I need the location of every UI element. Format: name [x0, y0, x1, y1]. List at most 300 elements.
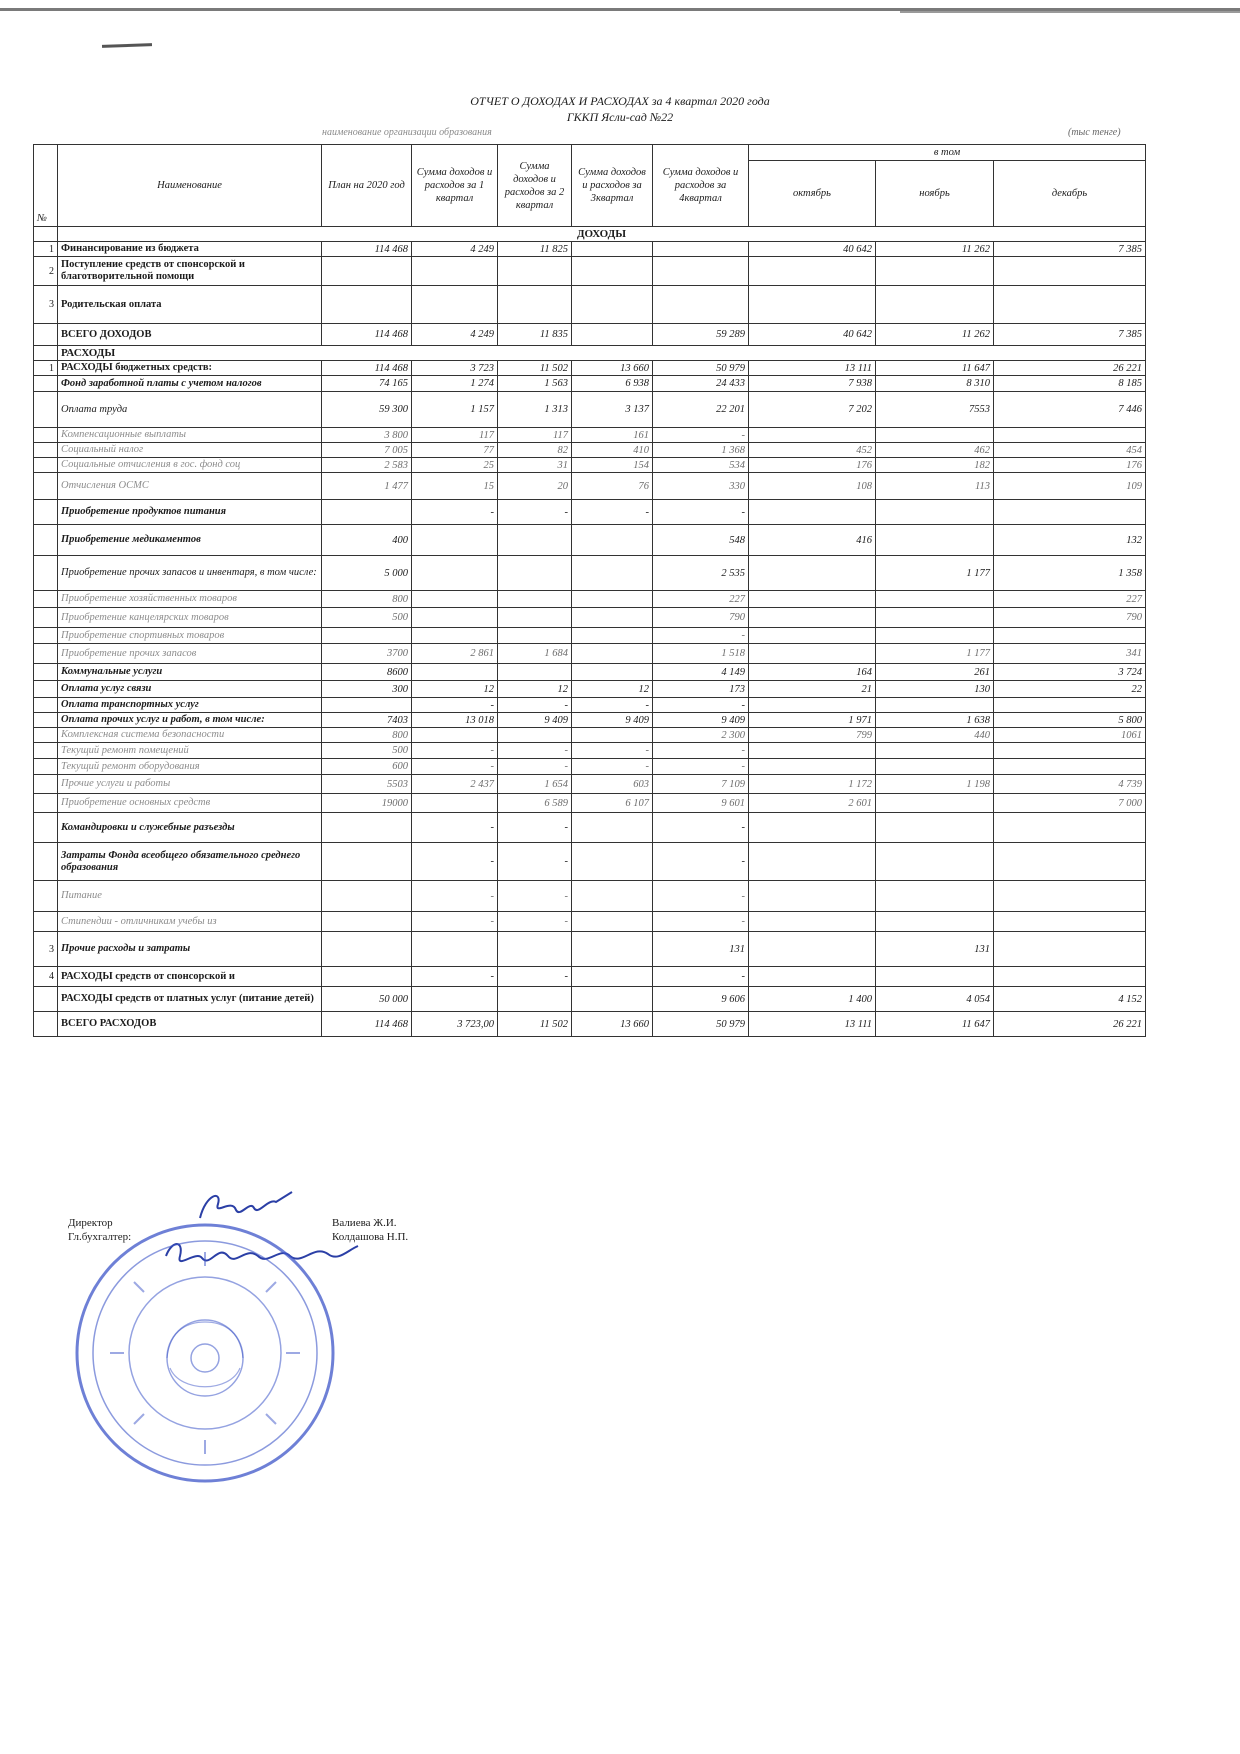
cell-nov: 131: [876, 932, 994, 967]
section-row: [34, 227, 1146, 242]
cell-q3: [572, 628, 653, 644]
cell-oct: [749, 500, 876, 525]
table-row: [34, 664, 1146, 681]
cell-plan: 3700: [322, 644, 412, 664]
report-title: ОТЧЕТ О ДОХОДАХ И РАСХОДАХ за 4 квартал 2020 года: [470, 94, 770, 108]
table-row: [34, 713, 1146, 728]
row-name: Оплата услуг связи: [58, 681, 322, 698]
cell-oct: 452: [749, 443, 876, 458]
table-row: [34, 443, 1146, 458]
row-name: Комплексная система безопасности: [58, 728, 322, 743]
cell-plan: 74 165: [322, 376, 412, 392]
cell-plan: 50 000: [322, 987, 412, 1012]
row-name: Приобретение продуктов питания: [58, 500, 322, 525]
cell-q1: [412, 608, 498, 628]
cell-q1: [412, 556, 498, 591]
cell-plan: [322, 500, 412, 525]
cell-q2: [498, 556, 572, 591]
cell-q2: 31: [498, 458, 572, 473]
accountant-name: Колдашова Н.П.: [332, 1231, 409, 1243]
cell-nov: [876, 813, 994, 843]
row-number: [34, 428, 58, 443]
section-expenses: РАСХОДЫ: [58, 346, 1146, 361]
table-row: [34, 967, 1146, 987]
col-name: Наименование: [58, 145, 322, 227]
row-number: [34, 698, 58, 713]
cell-q1: [412, 987, 498, 1012]
cell-q4: 227: [653, 591, 749, 608]
cell-q3: [572, 912, 653, 932]
cell-q3: [572, 664, 653, 681]
cell-q3: 410: [572, 443, 653, 458]
row-name: Приобретение хозяйственных товаров: [58, 591, 322, 608]
report-table: [33, 144, 1146, 1037]
cell-q2: -: [498, 881, 572, 912]
row-name: РАСХОДЫ средств от спонсорской и: [58, 967, 322, 987]
cell-nov: 11 262: [876, 242, 994, 257]
section-income: ДОХОДЫ: [58, 227, 1146, 242]
cell-q2: [498, 628, 572, 644]
table-row: [34, 376, 1146, 392]
cell-dec: 7 000: [994, 794, 1146, 813]
table-row: [34, 500, 1146, 525]
row-number: [34, 376, 58, 392]
cell-dec: 1061: [994, 728, 1146, 743]
cell-q1: 1 157: [412, 392, 498, 428]
cell-oct: [749, 813, 876, 843]
cell-plan: [322, 967, 412, 987]
cell-q1: [412, 525, 498, 556]
row-number: [34, 608, 58, 628]
cell-q4: -: [653, 843, 749, 881]
cell-dec: 5 800: [994, 713, 1146, 728]
row-number: [34, 987, 58, 1012]
col-no: №: [34, 145, 58, 227]
row-name: Питание: [58, 881, 322, 912]
cell-oct: 7 202: [749, 392, 876, 428]
cell-q1: -: [412, 743, 498, 759]
table-row: [34, 1012, 1146, 1037]
cell-q4: 1 368: [653, 443, 749, 458]
cell-q1: 15: [412, 473, 498, 500]
cell-nov: [876, 743, 994, 759]
cell-plan: [322, 257, 412, 286]
cell-q2: -: [498, 698, 572, 713]
cell-dec: 227: [994, 591, 1146, 608]
cell-q2: 20: [498, 473, 572, 500]
cell-dec: [994, 843, 1146, 881]
cell-q1: 3 723: [412, 361, 498, 376]
cell-plan: 500: [322, 743, 412, 759]
cell-q4: 534: [653, 458, 749, 473]
row-number: 2: [34, 257, 58, 286]
row-number: [34, 500, 58, 525]
cell-q3: [572, 967, 653, 987]
row-name: Финансирование из бюджета: [58, 242, 322, 257]
cell-q3: [572, 813, 653, 843]
cell-nov: [876, 759, 994, 775]
cell-oct: [749, 881, 876, 912]
cell-q4: 1 518: [653, 644, 749, 664]
cell-q2: [498, 591, 572, 608]
cell-q2: [498, 257, 572, 286]
cell-nov: 11 647: [876, 1012, 994, 1037]
col-q3: Сумма доходов и расходов за 3квартал: [572, 145, 653, 227]
table-row: [34, 843, 1146, 881]
cell-q3: 154: [572, 458, 653, 473]
row-number: [34, 556, 58, 591]
cell-q2: -: [498, 759, 572, 775]
row-number: [34, 728, 58, 743]
table-row: [34, 987, 1146, 1012]
cell-q4: 790: [653, 608, 749, 628]
row-number: [34, 525, 58, 556]
cell-q4: 330: [653, 473, 749, 500]
cell-q1: [412, 664, 498, 681]
row-name: Родительская оплата: [58, 286, 322, 324]
col-dec: декабрь: [994, 161, 1146, 227]
row-number: 1: [34, 361, 58, 376]
cell-dec: 7 385: [994, 242, 1146, 257]
row-number: [34, 794, 58, 813]
row-number: 4: [34, 967, 58, 987]
cell-dec: 132: [994, 525, 1146, 556]
row-number: 3: [34, 932, 58, 967]
cell-q1: [412, 794, 498, 813]
cell-q4: -: [653, 698, 749, 713]
table-row: [34, 932, 1146, 967]
row-name: Прочие услуги и работы: [58, 775, 322, 794]
cell-q2: 11 825: [498, 242, 572, 257]
table-row: [34, 324, 1146, 346]
cell-q1: [412, 591, 498, 608]
cell-oct: [749, 698, 876, 713]
cell-q2: -: [498, 843, 572, 881]
cell-q4: 9 409: [653, 713, 749, 728]
cell-oct: 13 111: [749, 361, 876, 376]
cell-oct: [749, 556, 876, 591]
cell-plan: [322, 628, 412, 644]
scan-mark: [102, 43, 152, 48]
table-row: [34, 591, 1146, 608]
cell-plan: [322, 881, 412, 912]
cell-q4: -: [653, 967, 749, 987]
cell-q4: 173: [653, 681, 749, 698]
table-row: [34, 242, 1146, 257]
cell-nov: 1 638: [876, 713, 994, 728]
cell-plan: 3 800: [322, 428, 412, 443]
cell-dec: [994, 628, 1146, 644]
cell-q1: -: [412, 759, 498, 775]
cell-dec: [994, 428, 1146, 443]
row-number: [34, 628, 58, 644]
cell-nov: 462: [876, 443, 994, 458]
cell-oct: [749, 591, 876, 608]
cell-oct: 108: [749, 473, 876, 500]
cell-nov: 261: [876, 664, 994, 681]
cell-q2: 11 502: [498, 361, 572, 376]
cell-nov: 7553: [876, 392, 994, 428]
cell-oct: [749, 257, 876, 286]
cell-q4: 9 601: [653, 794, 749, 813]
cell-oct: [749, 912, 876, 932]
table-row: [34, 458, 1146, 473]
cell-q1: -: [412, 912, 498, 932]
cell-plan: 114 468: [322, 242, 412, 257]
organization-caption: наименование организации образования: [322, 127, 492, 138]
cell-nov: 11 262: [876, 324, 994, 346]
cell-q4: -: [653, 428, 749, 443]
row-name: Оплата транспортных услуг: [58, 698, 322, 713]
row-number: [34, 473, 58, 500]
col-plan: План на 2020 год: [322, 145, 412, 227]
cell-nov: [876, 525, 994, 556]
cell-q2: [498, 664, 572, 681]
row-number: 1: [34, 242, 58, 257]
row-name: Компенсационные выплаты: [58, 428, 322, 443]
cell-q1: -: [412, 500, 498, 525]
cell-q1: [412, 286, 498, 324]
cell-plan: 800: [322, 591, 412, 608]
cell-nov: [876, 257, 994, 286]
cell-plan: 114 468: [322, 324, 412, 346]
table-row: [34, 473, 1146, 500]
cell-q4: [653, 242, 749, 257]
director-name: Валиева Ж.И.: [332, 1217, 397, 1229]
cell-q4: 9 606: [653, 987, 749, 1012]
table-row: [34, 392, 1146, 428]
cell-nov: [876, 608, 994, 628]
cell-q4: 7 109: [653, 775, 749, 794]
cell-q2: [498, 728, 572, 743]
cell-oct: 164: [749, 664, 876, 681]
cell-dec: 7 385: [994, 324, 1146, 346]
cell-q3: [572, 881, 653, 912]
cell-oct: 2 601: [749, 794, 876, 813]
cell-nov: [876, 591, 994, 608]
cell-nov: 440: [876, 728, 994, 743]
cell-q4: 22 201: [653, 392, 749, 428]
cell-nov: [876, 428, 994, 443]
row-name: Командировки и служебные разъезды: [58, 813, 322, 843]
row-number: [34, 743, 58, 759]
cell-plan: 19000: [322, 794, 412, 813]
cell-plan: [322, 843, 412, 881]
row-number: [34, 775, 58, 794]
row-name: Коммунальные услуги: [58, 664, 322, 681]
cell-nov: [876, 500, 994, 525]
cell-q2: 82: [498, 443, 572, 458]
cell-dec: 4 152: [994, 987, 1146, 1012]
cell-oct: 13 111: [749, 1012, 876, 1037]
official-stamp: [70, 1218, 340, 1488]
cell-plan: 59 300: [322, 392, 412, 428]
cell-dec: [994, 257, 1146, 286]
cell-q2: [498, 286, 572, 324]
cell-q1: 4 249: [412, 324, 498, 346]
row-number: [34, 458, 58, 473]
col-nov: ноябрь: [876, 161, 994, 227]
row-number: [34, 759, 58, 775]
row-number: [34, 591, 58, 608]
row-number: [34, 843, 58, 881]
cell-q2: -: [498, 500, 572, 525]
cell-q3: [572, 286, 653, 324]
row-name: Оплата прочих услуг и работ, в том числе:: [58, 713, 322, 728]
table-row: [34, 681, 1146, 698]
cell-q3: [572, 525, 653, 556]
cell-q2: [498, 608, 572, 628]
cell-oct: [749, 932, 876, 967]
cell-q1: 12: [412, 681, 498, 698]
table-row: [34, 286, 1146, 324]
table-row: [34, 794, 1146, 813]
cell-plan: 2 583: [322, 458, 412, 473]
row-name: Приобретение спортивных товаров: [58, 628, 322, 644]
cell-q1: 3 723,00: [412, 1012, 498, 1037]
cell-oct: [749, 644, 876, 664]
cell-plan: 5 000: [322, 556, 412, 591]
cell-q4: [653, 286, 749, 324]
cell-q3: 13 660: [572, 1012, 653, 1037]
cell-q4: 59 289: [653, 324, 749, 346]
cell-q2: 1 654: [498, 775, 572, 794]
cell-q4: 50 979: [653, 1012, 749, 1037]
cell-q3: -: [572, 759, 653, 775]
cell-plan: [322, 932, 412, 967]
cell-q2: 12: [498, 681, 572, 698]
cell-q3: 76: [572, 473, 653, 500]
cell-dec: 7 446: [994, 392, 1146, 428]
row-number: [34, 664, 58, 681]
cell-q3: 6 938: [572, 376, 653, 392]
cell-q3: 12: [572, 681, 653, 698]
row-number: [34, 392, 58, 428]
row-name: Прочие расходы и затраты: [58, 932, 322, 967]
cell-q3: -: [572, 500, 653, 525]
cell-q2: -: [498, 743, 572, 759]
cell-q3: 161: [572, 428, 653, 443]
cell-q2: 1 684: [498, 644, 572, 664]
cell-nov: 130: [876, 681, 994, 698]
table-row: [34, 743, 1146, 759]
cell-q3: 603: [572, 775, 653, 794]
row-number: [34, 681, 58, 698]
cell-plan: [322, 286, 412, 324]
cell-q2: [498, 932, 572, 967]
cell-plan: [322, 813, 412, 843]
cell-q3: -: [572, 743, 653, 759]
cell-plan: 800: [322, 728, 412, 743]
row-name: Текущий ремонт оборудования: [58, 759, 322, 775]
cell-q3: 3 137: [572, 392, 653, 428]
cell-plan: 400: [322, 525, 412, 556]
cell-q4: 2 300: [653, 728, 749, 743]
row-number: [34, 1012, 58, 1037]
cell-q1: -: [412, 698, 498, 713]
row-name: Приобретение основных средств: [58, 794, 322, 813]
director-label: Директор: [68, 1217, 113, 1229]
cell-plan: 7403: [322, 713, 412, 728]
col-q1: Сумма доходов и расходов за 1 квартал: [412, 145, 498, 227]
cell-nov: 1 198: [876, 775, 994, 794]
row-number: [34, 881, 58, 912]
cell-oct: [749, 743, 876, 759]
col-q4: Сумма доходов и расходов за 4квартал: [653, 145, 749, 227]
cell-q2: -: [498, 813, 572, 843]
cell-dec: 341: [994, 644, 1146, 664]
cell-q4: -: [653, 912, 749, 932]
cell-q1: -: [412, 813, 498, 843]
cell-q1: [412, 728, 498, 743]
row-name: Приобретение медикаментов: [58, 525, 322, 556]
table-row: [34, 912, 1146, 932]
cell-dec: [994, 759, 1146, 775]
cell-q3: [572, 843, 653, 881]
cell-dec: [994, 932, 1146, 967]
row-name: РАСХОДЫ средств от платных услуг (питание детей): [58, 987, 322, 1012]
cell-q2: 11 835: [498, 324, 572, 346]
cell-q3: [572, 591, 653, 608]
cell-dec: [994, 286, 1146, 324]
row-number: [34, 813, 58, 843]
cell-plan: 5503: [322, 775, 412, 794]
cell-q4: 50 979: [653, 361, 749, 376]
row-name: Поступление средств от спонсорской и благотворительной помощи: [58, 257, 322, 286]
cell-nov: [876, 698, 994, 713]
row-number: [34, 644, 58, 664]
cell-q2: 1 563: [498, 376, 572, 392]
cell-plan: 8600: [322, 664, 412, 681]
cell-q3: -: [572, 698, 653, 713]
cell-nov: 1 177: [876, 556, 994, 591]
row-number: [34, 713, 58, 728]
cell-q2: [498, 525, 572, 556]
cell-dec: 22: [994, 681, 1146, 698]
cell-q1: [412, 932, 498, 967]
cell-q3: 6 107: [572, 794, 653, 813]
cell-plan: [322, 912, 412, 932]
cell-q3: 9 409: [572, 713, 653, 728]
cell-nov: [876, 286, 994, 324]
cell-plan: 114 468: [322, 1012, 412, 1037]
row-name: Текущий ремонт помещений: [58, 743, 322, 759]
cell-plan: 500: [322, 608, 412, 628]
cell-oct: [749, 843, 876, 881]
cell-oct: [749, 759, 876, 775]
cell-oct: 40 642: [749, 242, 876, 257]
cell-nov: 113: [876, 473, 994, 500]
row-number: [34, 443, 58, 458]
units-label: (тыс тенге): [1068, 127, 1121, 138]
cell-dec: [994, 881, 1146, 912]
row-number: [34, 324, 58, 346]
row-name: РАСХОДЫ бюджетных средств:: [58, 361, 322, 376]
cell-q4: -: [653, 743, 749, 759]
cell-nov: [876, 967, 994, 987]
cell-oct: 799: [749, 728, 876, 743]
cell-oct: [749, 428, 876, 443]
cell-plan: 114 468: [322, 361, 412, 376]
cell-dec: [994, 698, 1146, 713]
col-oct: октябрь: [749, 161, 876, 227]
cell-dec: [994, 967, 1146, 987]
organization-name: ГККП Ясли-сад №22: [566, 110, 674, 124]
cell-q2: 9 409: [498, 713, 572, 728]
cell-q1: 4 249: [412, 242, 498, 257]
cell-dec: 3 724: [994, 664, 1146, 681]
row-name: Отчисления ОСМС: [58, 473, 322, 500]
